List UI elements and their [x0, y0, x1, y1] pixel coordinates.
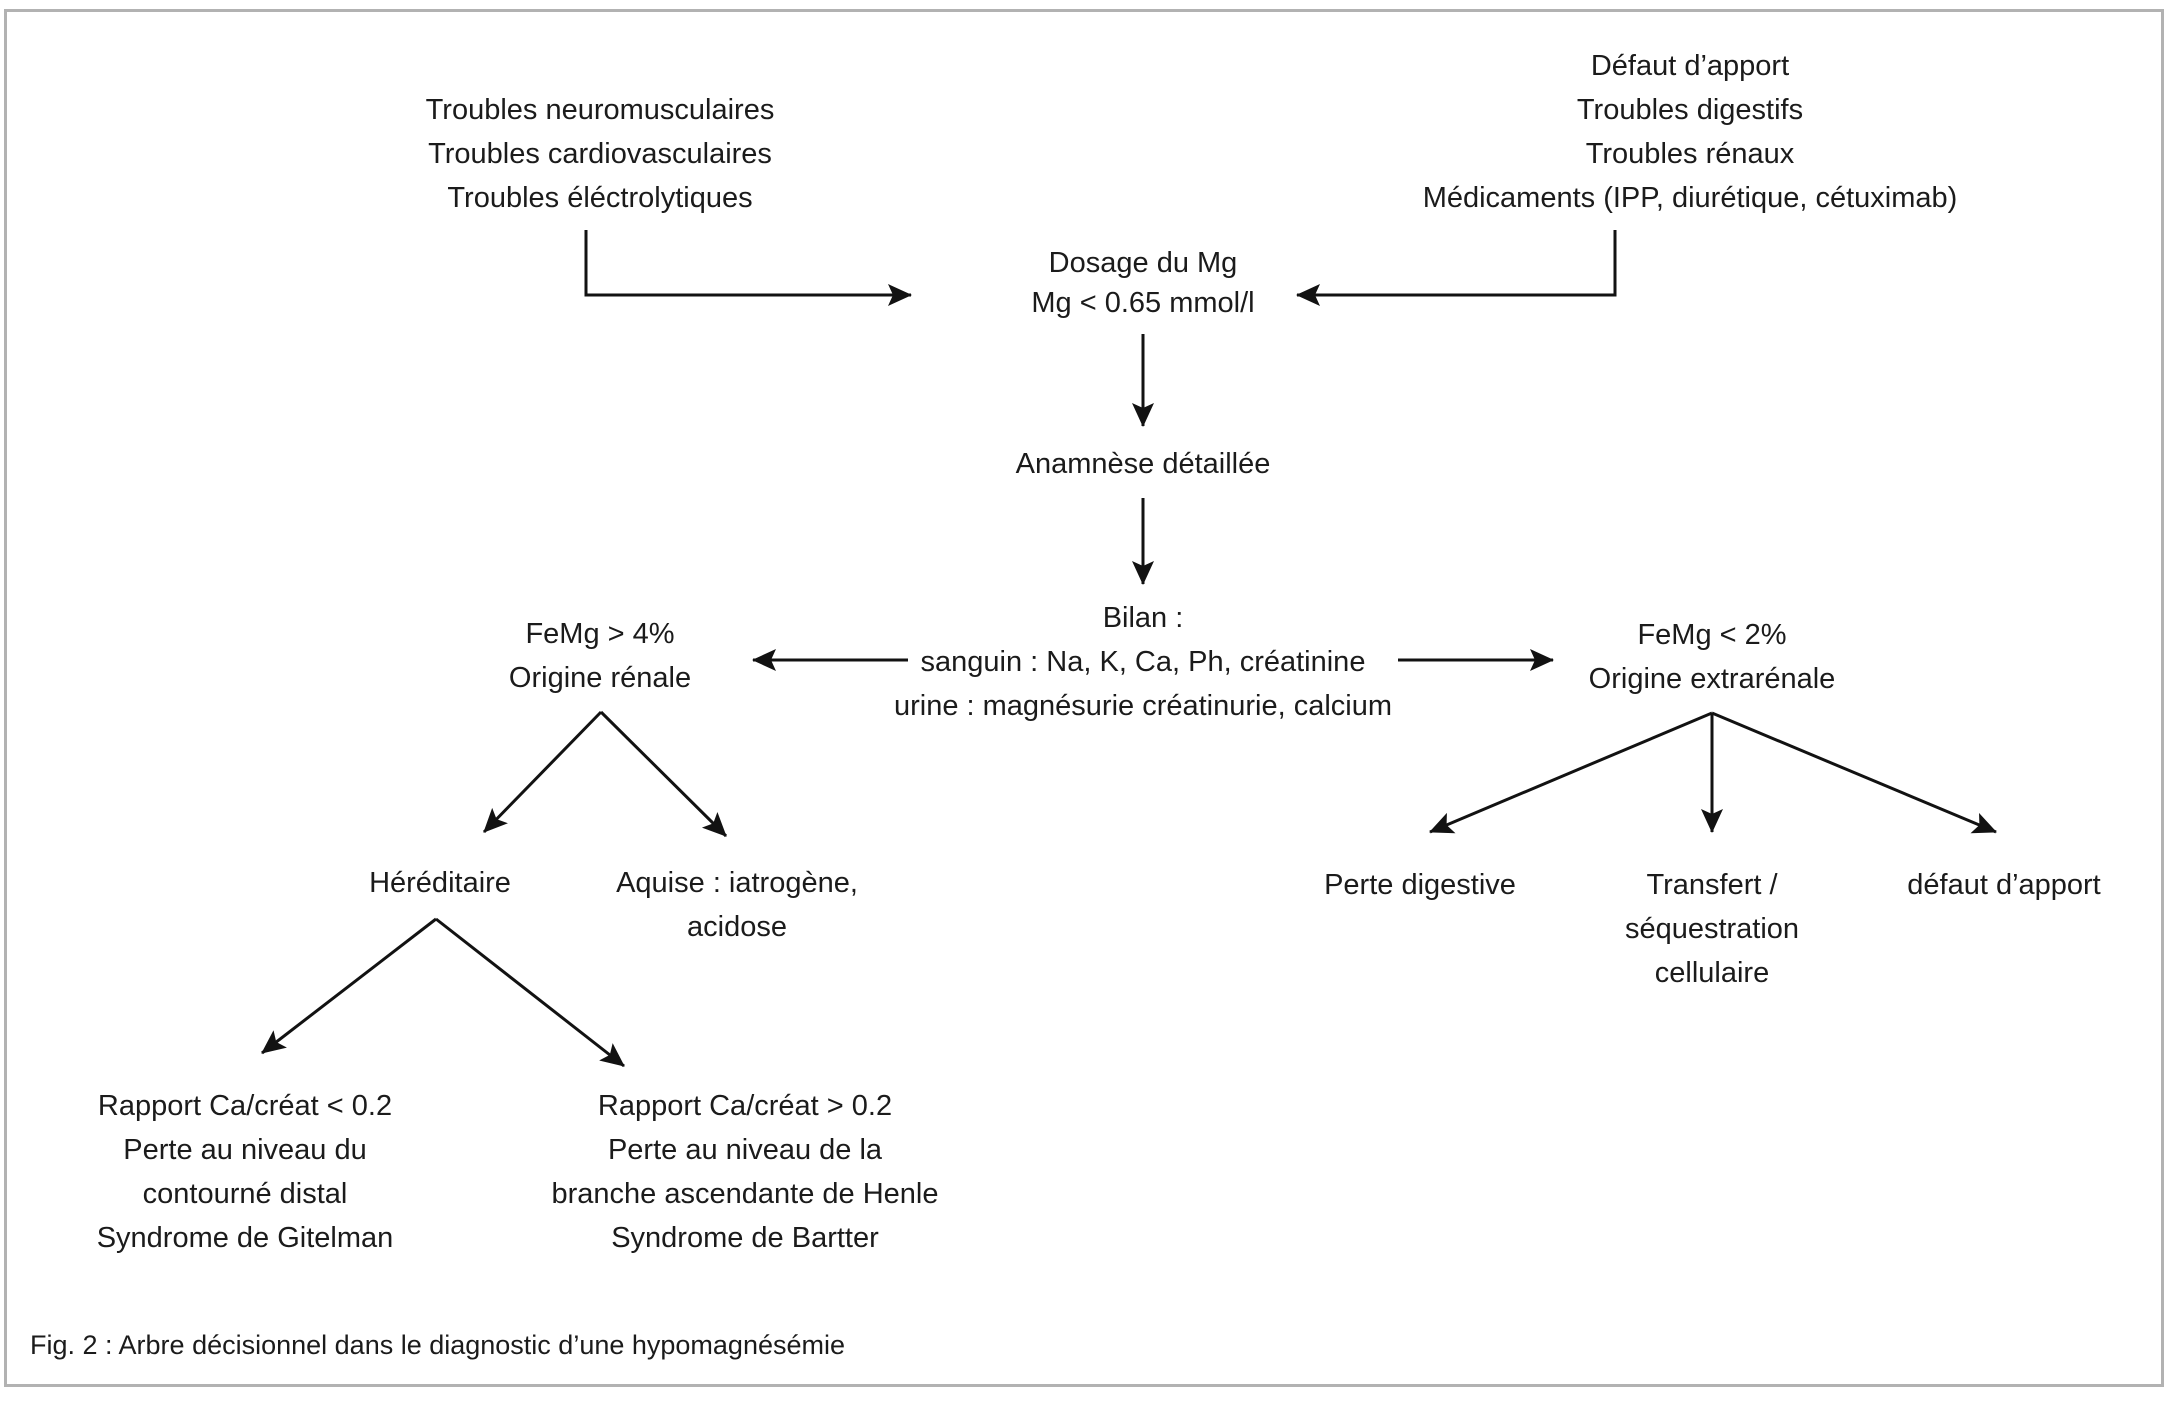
node-line: Mg < 0.65 mmol/l — [1031, 287, 1255, 319]
node-line: FeMg > 4% — [525, 618, 675, 650]
node-line: Défaut d’apport — [1590, 50, 1790, 82]
node-line: Troubles digestifs — [1576, 94, 1804, 126]
node-line: Origine rénale — [508, 662, 692, 694]
node-line: Médicaments (IPP, diurétique, cétuximab) — [1422, 182, 1958, 214]
node-line: Syndrome de Bartter — [611, 1222, 879, 1254]
node-perte-digestive — [1324, 863, 1516, 907]
node-line: branche ascendante de Henle — [551, 1178, 939, 1210]
node-line: Origine extrarénale — [1588, 663, 1836, 695]
node-extrarenal — [1589, 613, 1836, 701]
node-line: Syndrome de Gitelman — [96, 1222, 394, 1254]
node-defaut-apport — [1907, 863, 2100, 907]
node-line: Rapport Ca/créat > 0.2 — [597, 1090, 893, 1122]
node-symptoms — [426, 88, 775, 220]
node-line: Perte au niveau de la — [607, 1134, 883, 1166]
node-line: Troubles cardiovasculaires — [428, 138, 772, 170]
node-bartter — [552, 1084, 939, 1260]
node-line: sanguin : Na, K, Ca, Ph, créatinine — [920, 646, 1366, 678]
arrow-extrarenal-to-defaut-apport — [1712, 713, 1996, 832]
node-line: Perte digestive — [1324, 869, 1516, 901]
node-line: Dosage du Mg — [1048, 247, 1238, 279]
node-line: acidose — [687, 911, 787, 943]
node-renal — [509, 612, 691, 700]
node-aquise — [616, 861, 858, 949]
node-causes — [1423, 44, 1958, 220]
node-transfert — [1625, 863, 1799, 995]
arrow-hereditaire-to-gitelman — [262, 919, 436, 1053]
node-line: Troubles neuromusculaires — [425, 94, 775, 126]
node-line: Anamnèse détaillée — [1015, 448, 1271, 480]
node-line: Troubles éléctrolytiques — [447, 182, 753, 214]
arrow-hereditaire-to-bartter — [436, 919, 624, 1066]
node-gitelman — [97, 1084, 394, 1260]
node-hereditaire — [369, 861, 511, 905]
node-anamnese — [1016, 442, 1271, 486]
arrow-causes-to-dosage — [1297, 230, 1615, 295]
node-dosage — [1031, 243, 1254, 323]
node-line: défaut d’apport — [1907, 869, 2101, 901]
arrow-renal-to-aquise — [601, 712, 726, 836]
node-line: Transfert / — [1646, 869, 1778, 901]
node-line: FeMg < 2% — [1637, 619, 1787, 651]
node-line: Aquise : iatrogène, — [616, 867, 858, 899]
figure-caption: Fig. 2 : Arbre décisionnel dans le diagnostic d’une hypomagnésémie — [30, 1330, 845, 1360]
node-line: contourné distal — [142, 1178, 348, 1210]
node-bilan — [894, 596, 1392, 728]
arrow-symptoms-to-dosage — [586, 230, 911, 295]
arrow-extrarenal-to-perte-digestive — [1430, 713, 1712, 832]
node-line: Troubles rénaux — [1585, 138, 1795, 170]
node-line: cellulaire — [1654, 957, 1770, 989]
node-line: urine : magnésurie créatinurie, calcium — [893, 690, 1393, 722]
node-line: Héréditaire — [369, 867, 511, 899]
node-line: séquestration — [1624, 913, 1800, 945]
node-line: Rapport Ca/créat < 0.2 — [97, 1090, 393, 1122]
node-line: Perte au niveau du — [123, 1134, 367, 1166]
arrow-renal-to-hereditaire — [484, 712, 601, 832]
node-line: Bilan : — [1102, 602, 1184, 634]
